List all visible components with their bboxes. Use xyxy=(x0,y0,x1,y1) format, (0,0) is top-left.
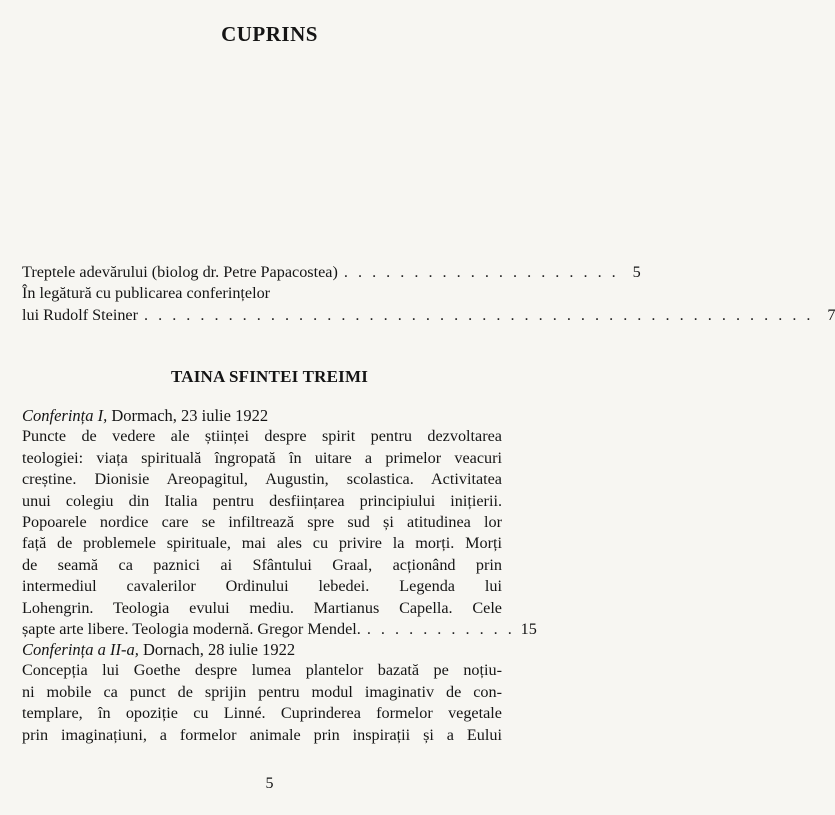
summary-line: teologiei: viața spirituală îngropată în uitare a primelor veacuri xyxy=(22,448,502,467)
toc-entry-title: lui Rudolf Steiner xyxy=(22,305,138,324)
leader-dots: . . . . . . . . . . . . . . . . . . . . . . . . . . . . . . . . . . . . . . . . . . . . . . . . xyxy=(144,305,814,324)
lecture-heading xyxy=(22,639,502,660)
leader-dots: . . . . . . . . . . . xyxy=(366,619,515,638)
page-number: 5 xyxy=(265,775,274,792)
summary-line: prin imaginațiuni, a formelor animale prin inspirații și a Eului xyxy=(22,725,502,744)
summary-line: Popoarele nordice care se infiltrează spre sud și atitudinea lor xyxy=(22,512,502,531)
toc-entry-title: În legătură cu publicarea conferințelor xyxy=(22,284,271,303)
toc-entry xyxy=(22,262,641,283)
summary-line: creștine. Dionisie Areopagitul, Augustin, scolastica. Activitatea xyxy=(22,470,502,489)
lecture-place-date: Dormach, 23 iulie 1922 xyxy=(107,406,269,425)
lecture-entry xyxy=(22,639,502,746)
toc-page-number: 15 xyxy=(520,619,537,638)
summary-line: de seamă ca paznici ai Sfântului Graal, acționând prin xyxy=(22,555,502,574)
toc-page-number: 5 xyxy=(632,263,641,281)
leader-dots: . . . . . . . . . . . . . . . . . . . . xyxy=(343,263,619,281)
lecture-place-date: Dornach, 28 iulie 1922 xyxy=(138,640,296,659)
toc-entry-title: Treptele adevărului (biolog dr. Petre Papacostea) xyxy=(22,263,338,281)
toc-entry xyxy=(22,619,537,640)
toc-entry xyxy=(22,305,835,326)
summary-line: templare, în opoziție cu Linné. Cuprinderea formelor vegetale xyxy=(22,704,502,723)
lecture-heading xyxy=(22,405,502,426)
summary-line: față de problemele spirituale, mai ales cu privire la morți. Morți xyxy=(22,534,502,553)
lecture-label: Conferința I, xyxy=(22,406,108,425)
summary-line: șapte arte libere. Teologia modernă. Gregor Mendel. xyxy=(22,619,361,638)
summary-line: intermediul cavalerilor Ordinului lebedei. Legenda lui xyxy=(22,577,502,596)
lecture-label: Conferința a II-a, xyxy=(22,640,139,659)
summary-line: Lohengrin. Teologia evului mediu. Martianus Capella. Cele xyxy=(22,598,502,617)
toc-page-number: 7 xyxy=(827,305,835,324)
summary-line: ni mobile ca punct de sprijin pentru modul imaginativ de con- xyxy=(22,682,502,701)
section-title: TAINA SFINTEI TREIMI xyxy=(170,367,369,386)
page-title: CUPRINS xyxy=(221,22,318,46)
summary-line: unui colegiu din Italia pentru desființarea principiului inițierii. xyxy=(22,491,502,510)
summary-line: Puncte de vedere ale științei despre spirit pentru dezvoltarea xyxy=(22,427,502,446)
lecture-entry xyxy=(22,405,537,640)
summary-line: Concepția lui Goethe despre lumea plantelor bazată pe noțiu- xyxy=(22,661,502,680)
front-matter-list xyxy=(22,262,835,326)
